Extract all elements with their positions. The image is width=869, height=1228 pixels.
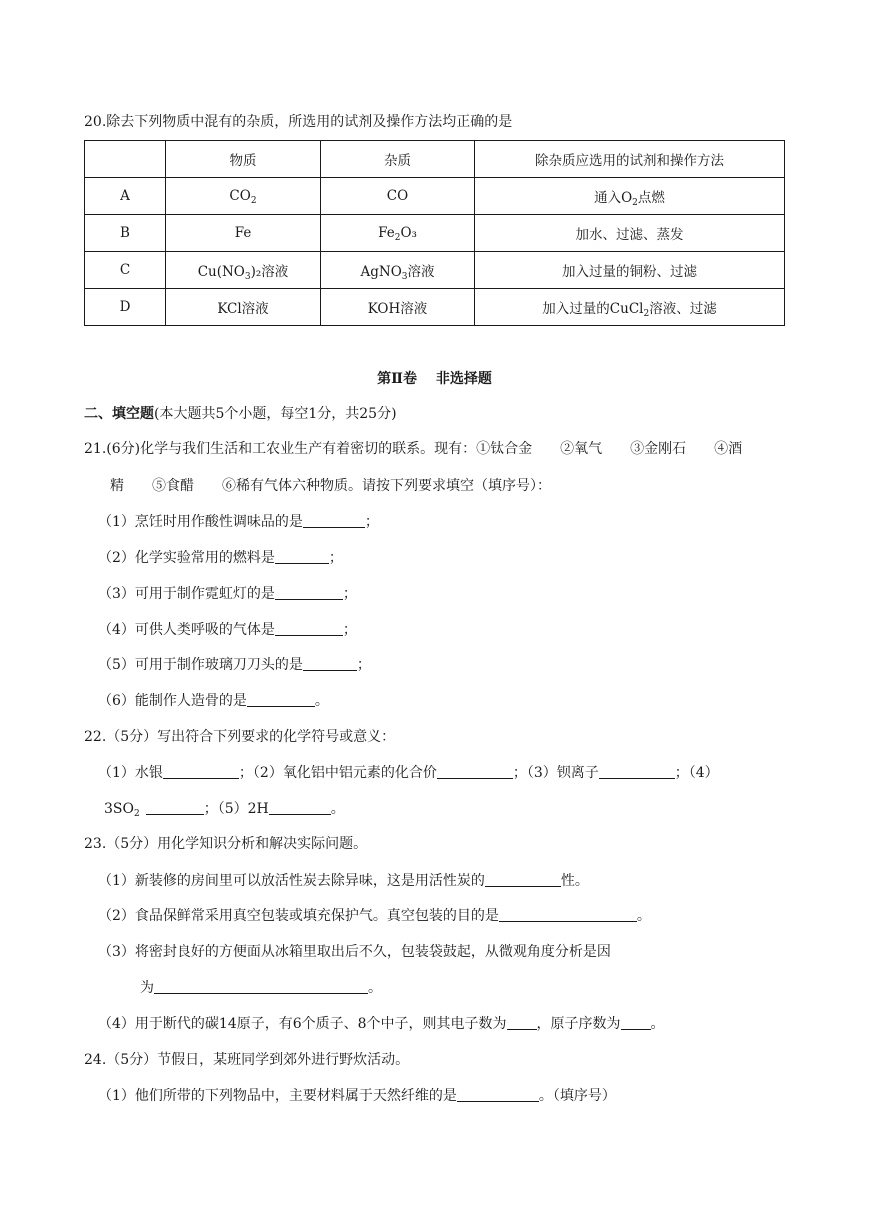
q22-title: 22.（5分）写出符合下列要求的化学符号或意义： xyxy=(84,729,396,745)
substance-cell: Fe xyxy=(166,215,321,252)
q22-line2: $3SO_2$ ；（5）2H 。 xyxy=(104,801,345,819)
q23-title: 23.（5分）用化学知识分析和解决实际问题。 xyxy=(84,836,368,852)
q23-item-3-cont: 为 。 xyxy=(140,980,382,996)
q21-item-1: （1）烹饪时用作酸性调味品的是 ； xyxy=(98,514,379,530)
header-cell: 杂质 xyxy=(321,141,475,178)
q21-stem-line2: 精 ⑤食醋 ⑥稀有气体六种物质。请按下列要求填空（填序号）： xyxy=(110,478,551,494)
row-label: C xyxy=(85,252,166,289)
answer-blank[interactable] xyxy=(269,800,331,815)
method-cell: 加入过量的CuCl$_2$溶液、过滤 xyxy=(475,289,785,326)
header-cell: 物质 xyxy=(166,141,321,178)
answer-blank[interactable] xyxy=(154,979,368,994)
method-cell: 加入过量的铜粉、过滤 xyxy=(475,252,785,289)
header-cell: 除杂质应选用的试剂和操作方法 xyxy=(475,141,785,178)
answer-blank[interactable] xyxy=(247,692,315,707)
q21-item-5: （5）可用于制作玻璃刀刀头的是 ； xyxy=(98,657,371,673)
q23-item-1: （1）新装修的房间里可以放活性炭去除异味，这是用活性炭的 性。 xyxy=(98,873,589,889)
table-row xyxy=(85,215,785,252)
answer-blank[interactable] xyxy=(457,1087,539,1102)
q21-stem-line1: 21.(6分)化学与我们生活和工农业生产有着密切的联系。现有：①钛合金 ②氧气 ③金刚石 ④酒 xyxy=(84,441,743,457)
q24-title: 24.（5分）节假日，某班同学到郊外进行野炊活动。 xyxy=(84,1052,410,1068)
answer-blank[interactable] xyxy=(303,656,357,671)
q24-item-1: （1）他们所带的下列物品中，主要材料属于天然纤维的是 。（填序号） xyxy=(98,1088,616,1104)
method-cell: 加水、过滤、蒸发 xyxy=(475,215,785,252)
q20-table xyxy=(84,140,785,326)
part-heading: 二、填空题(本大题共5个小题，每空1分，共25分) xyxy=(84,406,397,422)
answer-blank[interactable] xyxy=(275,621,343,636)
row-label: B xyxy=(85,215,166,252)
header-cell xyxy=(85,141,166,178)
q21-item-2: （2）化学实验常用的燃料是 ； xyxy=(98,550,343,566)
substance-cell: $CO_2$ xyxy=(166,178,321,215)
answer-blank[interactable] xyxy=(507,1015,537,1030)
q21-item-4: （4）可供人类呼吸的气体是 ； xyxy=(98,622,357,638)
table-row xyxy=(85,178,785,215)
q22-line1: （1）水银 ；（2）氧化铝中铝元素的化合价 ；（3）钡离子 ；（4） xyxy=(98,765,719,781)
row-label: A xyxy=(85,178,166,215)
section-heading: 第Ⅱ卷 非选择题 xyxy=(377,371,492,387)
substance-cell: $Cu(NO_3)_2$溶液 xyxy=(166,252,321,289)
answer-blank[interactable] xyxy=(621,1015,651,1030)
impurity-cell: $Fe_2O_3$ xyxy=(321,215,475,252)
answer-blank[interactable] xyxy=(275,549,329,564)
answer-blank[interactable] xyxy=(303,513,365,528)
table-row xyxy=(85,289,785,326)
answer-blank[interactable] xyxy=(599,764,675,779)
substance-cell: KCl溶液 xyxy=(166,289,321,326)
q23-item-4: （4）用于断代的碳14原子，有6个质子、8个中子，则其电子数为 ，原子序数为 。 xyxy=(98,1016,665,1032)
method-cell: 通入$O_2$点燃 xyxy=(475,178,785,215)
q20-title: 20.除去下列物质中混有的杂质，所选用的试剂及操作方法均正确的是 xyxy=(84,114,513,130)
answer-blank[interactable] xyxy=(146,800,204,815)
impurity-cell: CO xyxy=(321,178,475,215)
table-header-row xyxy=(85,141,785,178)
answer-blank[interactable] xyxy=(485,872,561,887)
q23-item-2: （2）食品保鲜常采用真空包装或填充保护气。真空包装的目的是 。 xyxy=(98,908,651,924)
q21-item-6: （6）能制作人造骨的是 。 xyxy=(98,693,329,709)
impurity-cell: KOH溶液 xyxy=(321,289,475,326)
q21-item-3: （3）可用于制作霓虹灯的是 ； xyxy=(98,586,357,602)
q23-item-3: （3）将密封良好的方便面从冰箱里取出后不久，包装袋鼓起，从微观角度分析是因 xyxy=(98,944,611,960)
row-label: D xyxy=(85,289,166,326)
answer-blank[interactable] xyxy=(275,585,343,600)
impurity-cell: AgNO$_3$溶液 xyxy=(321,252,475,289)
answer-blank[interactable] xyxy=(499,907,637,922)
answer-blank[interactable] xyxy=(437,764,513,779)
table-row xyxy=(85,252,785,289)
answer-blank[interactable] xyxy=(163,764,239,779)
